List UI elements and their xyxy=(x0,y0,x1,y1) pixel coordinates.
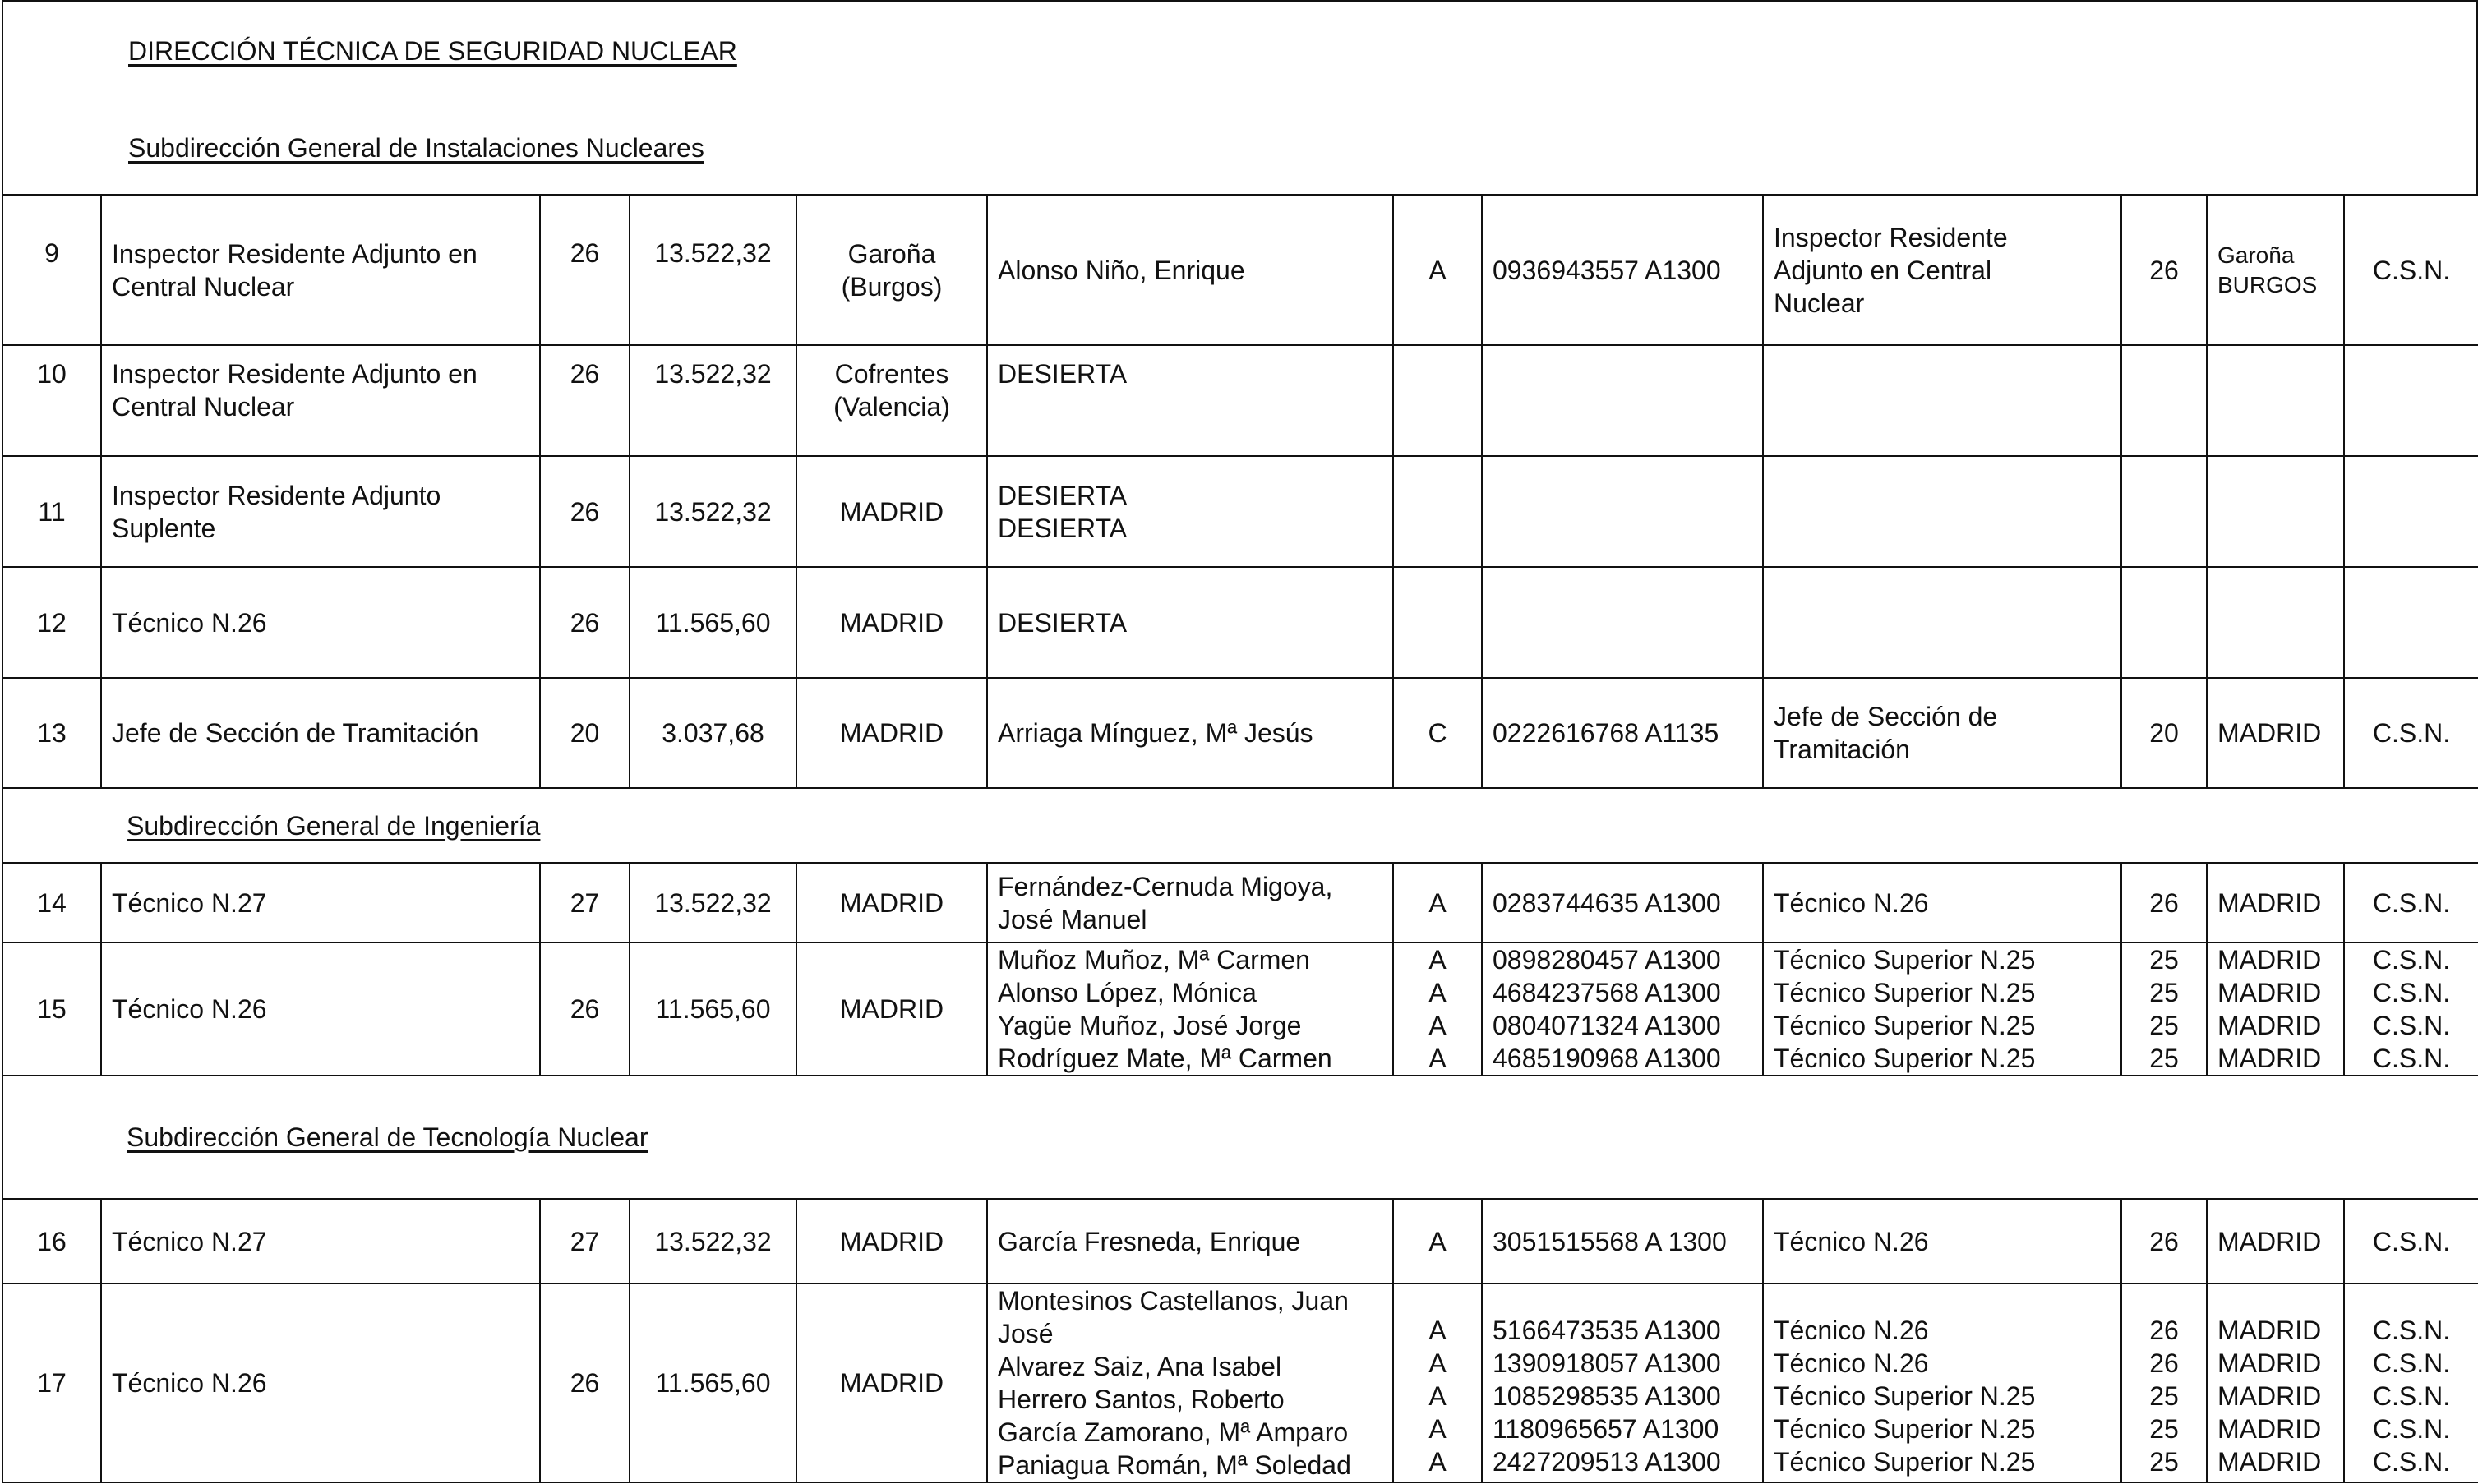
cell-line: 5166473535 A1300 xyxy=(1493,1316,1721,1345)
origin-level xyxy=(2121,863,2207,942)
ministry xyxy=(2344,863,2478,942)
table-row xyxy=(2,1284,2478,1482)
location xyxy=(796,1199,987,1284)
level: 26 xyxy=(540,567,630,678)
origin-location xyxy=(2207,1199,2344,1284)
specific-complement: 3.037,68 xyxy=(630,678,796,788)
cell-line: MADRID xyxy=(839,1368,944,1398)
row-number: 9 xyxy=(2,195,101,345)
cell-line: A xyxy=(1428,945,1447,975)
specific-complement: 13.522,32 xyxy=(630,1199,796,1284)
assigned-names xyxy=(987,863,1393,942)
cell-line: DESIERTA xyxy=(998,359,1128,389)
cell-line: Técnico N.26 xyxy=(1774,1316,1929,1345)
cell-line: (Burgos) xyxy=(841,271,943,302)
cell-line: Central Nuclear xyxy=(112,392,295,422)
origin-position xyxy=(1763,863,2121,942)
cell-line: Técnico N.26 xyxy=(1774,1226,1929,1256)
cell-line: 26 xyxy=(2149,1226,2179,1256)
cell-line: Alvarez Saiz, Ana Isabel xyxy=(998,1352,1282,1381)
cell-line: García Fresneda, Enrique xyxy=(998,1226,1301,1256)
cell-line: Técnico Superior N.25 xyxy=(1774,1381,2036,1411)
origin-level xyxy=(2121,567,2207,678)
ministry xyxy=(2344,1284,2478,1482)
position-title xyxy=(101,195,540,345)
header-block xyxy=(2,0,2478,196)
cell-line: Técnico Superior N.25 xyxy=(1774,1447,2036,1477)
cell-line: MADRID xyxy=(839,718,944,748)
cell-line: MADRID xyxy=(2217,1348,2322,1378)
cell-line: Técnico N.26 xyxy=(112,1368,267,1398)
table-row xyxy=(2,195,2478,345)
level: 26 xyxy=(540,195,630,345)
cell-line: 1180965657 A1300 xyxy=(1493,1414,1719,1444)
cell-line: DESIERTA xyxy=(998,513,1128,543)
cell-line: 25 xyxy=(2149,945,2179,975)
cell-line: 0936943557 A1300 xyxy=(1493,255,1721,285)
cell-line: 4684237568 A1300 xyxy=(1493,978,1721,1007)
cell-line: Inspector Residente Adjunto en xyxy=(112,359,478,389)
assigned-names xyxy=(987,678,1393,788)
cell-line: A xyxy=(1428,255,1447,285)
cell-line: MADRID xyxy=(2217,1044,2322,1073)
cell-line: Inspector Residente Adjunto en xyxy=(112,238,478,269)
cell-line: Arriaga Mínguez, Mª Jesús xyxy=(998,718,1313,748)
location xyxy=(796,942,987,1076)
location xyxy=(796,456,987,567)
cell-line: Garoña xyxy=(847,238,936,269)
cell-line: C.S.N. xyxy=(2372,1348,2451,1378)
cell-line: Subdirección General de Ingeniería xyxy=(127,810,541,841)
location xyxy=(796,195,987,345)
group xyxy=(1393,195,1482,345)
cell-line: 2427209513 A1300 xyxy=(1493,1447,1721,1477)
origin-position xyxy=(1763,567,2121,678)
row-number: 10 xyxy=(2,345,101,456)
cell-line: MADRID xyxy=(839,1226,944,1256)
cell-line: Suplente xyxy=(112,513,216,543)
cell-line: Técnico N.27 xyxy=(112,887,267,918)
cell-line: 25 xyxy=(2149,1381,2179,1411)
table-row xyxy=(2,942,2478,1076)
origin-level xyxy=(2121,678,2207,788)
position-title xyxy=(101,678,540,788)
subdirection-title-instalaciones: Subdirección General de Instalaciones Nucleares xyxy=(128,133,704,163)
cell-line: Técnico Superior N.25 xyxy=(1774,1044,2036,1073)
origin-location xyxy=(2207,456,2344,567)
position-title xyxy=(101,1199,540,1284)
cell-line: Inspector Residente xyxy=(1774,222,2008,252)
cell-line: A xyxy=(1428,1414,1447,1444)
cell-line: 4685190968 A1300 xyxy=(1493,1044,1721,1073)
cell-line: C.S.N. xyxy=(2372,1447,2451,1477)
cell-line: MADRID xyxy=(2217,1316,2322,1345)
level: 26 xyxy=(540,942,630,1076)
location xyxy=(796,567,987,678)
cell-line: MADRID xyxy=(839,994,944,1024)
section-heading-tecnologia xyxy=(2,1076,2478,1199)
ministry xyxy=(2344,567,2478,678)
specific-complement: 13.522,32 xyxy=(630,456,796,567)
assigned-names xyxy=(987,456,1393,567)
origin-position xyxy=(1763,1199,2121,1284)
cell-line: Alonso Niño, Enrique xyxy=(998,255,1245,285)
cell-line: Garoña xyxy=(2217,242,2295,268)
cell-line: Montesinos Castellanos, Juan xyxy=(998,1286,1349,1316)
specific-complement: 11.565,60 xyxy=(630,942,796,1076)
cell-line: 25 xyxy=(2149,978,2179,1007)
cell-line: 3051515568 A 1300 xyxy=(1493,1226,1727,1256)
cell-line: Rodríguez Mate, Mª Carmen xyxy=(998,1044,1332,1073)
origin-position xyxy=(1763,195,2121,345)
group xyxy=(1393,1199,1482,1284)
cell-line: José Manuel xyxy=(998,904,1147,934)
assigned-names xyxy=(987,1284,1393,1482)
cell-line: A xyxy=(1428,1011,1447,1040)
position-title xyxy=(101,345,540,456)
row-number: 15 xyxy=(2,942,101,1076)
origin-level xyxy=(2121,1284,2207,1482)
cell-line: C.S.N. xyxy=(2372,887,2451,918)
cell-line: Paniagua Román, Mª Soledad xyxy=(998,1450,1351,1480)
cell-line: C.S.N. xyxy=(2372,1414,2451,1444)
cell-line: Inspector Residente Adjunto xyxy=(112,480,441,510)
cell-line: A xyxy=(1428,1447,1447,1477)
location xyxy=(796,863,987,942)
cell-line: Subdirección General de Tecnología Nuclear xyxy=(127,1122,648,1152)
cell-line: 1085298535 A1300 xyxy=(1493,1381,1721,1411)
origin-position xyxy=(1763,942,2121,1076)
cell-line: Técnico N.27 xyxy=(112,1226,267,1256)
specific-complement: 13.522,32 xyxy=(630,345,796,456)
cell-line: MADRID xyxy=(2217,1011,2322,1040)
cell-line: 20 xyxy=(2149,718,2179,748)
cell-line: Central Nuclear xyxy=(112,271,295,302)
cell-line: 0804071324 A1300 xyxy=(1493,1011,1721,1040)
cell-line: José xyxy=(998,1319,1054,1348)
table-row xyxy=(2,567,2478,678)
cell-line: Tramitación xyxy=(1774,735,1910,764)
cell-line: Alonso López, Mónica xyxy=(998,978,1257,1007)
origin-level xyxy=(2121,456,2207,567)
cell-line: Herrero Santos, Roberto xyxy=(998,1385,1285,1414)
cell-line: Jefe de Sección de Tramitación xyxy=(112,718,479,748)
specific-complement: 11.565,60 xyxy=(630,567,796,678)
table-row xyxy=(2,863,2478,942)
cell-line: Muñoz Muñoz, Mª Carmen xyxy=(998,945,1310,975)
cell-line: C.S.N. xyxy=(2372,1381,2451,1411)
origin-location xyxy=(2207,863,2344,942)
cell-line: MADRID xyxy=(2217,1447,2322,1477)
table-row xyxy=(2,1199,2478,1284)
section-row xyxy=(2,788,2478,863)
cell-line: 26 xyxy=(2149,1316,2179,1345)
cell-line: A xyxy=(1428,978,1447,1007)
row-number: 14 xyxy=(2,863,101,942)
specific-complement: 11.565,60 xyxy=(630,1284,796,1482)
cell-line: Técnico Superior N.25 xyxy=(1774,945,2036,975)
cell-line: 25 xyxy=(2149,1011,2179,1040)
cell-line: A xyxy=(1428,1381,1447,1411)
cell-line: Técnico N.26 xyxy=(1774,1348,1929,1378)
assigned-names xyxy=(987,567,1393,678)
specific-complement: 13.522,32 xyxy=(630,863,796,942)
row-number: 11 xyxy=(2,456,101,567)
row-number: 17 xyxy=(2,1284,101,1482)
cell-line: A xyxy=(1428,1044,1447,1073)
group xyxy=(1393,567,1482,678)
specific-complement: 13.522,32 xyxy=(630,195,796,345)
cell-line: 0898280457 A1300 xyxy=(1493,945,1721,975)
assigned-names xyxy=(987,195,1393,345)
level: 26 xyxy=(540,456,630,567)
origin-position xyxy=(1763,456,2121,567)
ministry xyxy=(2344,345,2478,456)
cell-line: Adjunto en Central xyxy=(1774,255,1992,285)
ministry xyxy=(2344,1199,2478,1284)
section-heading-ingenieria xyxy=(2,788,2478,863)
cell-line: BURGOS xyxy=(2217,271,2318,297)
cell-line: MADRID xyxy=(2217,1381,2322,1411)
position-title xyxy=(101,942,540,1076)
origin-position xyxy=(1763,1284,2121,1482)
cell-line: MADRID xyxy=(2217,1226,2322,1256)
cell-line: A xyxy=(1428,1348,1447,1378)
position-title xyxy=(101,863,540,942)
cell-line: A xyxy=(1428,1316,1447,1345)
group xyxy=(1393,678,1482,788)
cell-line: Jefe de Sección de xyxy=(1774,702,1998,731)
group xyxy=(1393,863,1482,942)
cell-line: Técnico Superior N.25 xyxy=(1774,1011,2036,1040)
level: 26 xyxy=(540,1284,630,1482)
cell-line: 25 xyxy=(2149,1447,2179,1477)
cell-line: 26 xyxy=(2149,1348,2179,1378)
cell-line: A xyxy=(1428,887,1447,918)
cell-line: C.S.N. xyxy=(2372,1011,2451,1040)
cell-line: MADRID xyxy=(839,607,944,638)
nrp-code xyxy=(1482,567,1763,678)
cell-line: García Zamorano, Mª Amparo xyxy=(998,1417,1349,1447)
cell-line: MADRID xyxy=(2217,718,2322,748)
nrp-code xyxy=(1482,942,1763,1076)
cell-line: Técnico N.26 xyxy=(112,994,267,1024)
location xyxy=(796,678,987,788)
level: 27 xyxy=(540,863,630,942)
cell-line: Técnico N.26 xyxy=(1774,887,1929,918)
row-number: 12 xyxy=(2,567,101,678)
cell-line: 1390918057 A1300 xyxy=(1493,1348,1721,1378)
cell-line: 26 xyxy=(2149,887,2179,918)
level: 26 xyxy=(540,345,630,456)
table-row xyxy=(2,456,2478,567)
cell-line: MADRID xyxy=(2217,945,2322,975)
level: 20 xyxy=(540,678,630,788)
origin-location xyxy=(2207,345,2344,456)
origin-position xyxy=(1763,678,2121,788)
cell-line: A xyxy=(1428,1226,1447,1256)
origin-location xyxy=(2207,678,2344,788)
cell-line: Cofrentes xyxy=(834,359,949,389)
origin-level xyxy=(2121,942,2207,1076)
cell-line: 25 xyxy=(2149,1044,2179,1073)
cell-line: Yagüe Muñoz, José Jorge xyxy=(998,1011,1302,1040)
group xyxy=(1393,1284,1482,1482)
section-row xyxy=(2,1076,2478,1199)
cell-line: MADRID xyxy=(839,887,944,918)
cell-line: Técnico Superior N.25 xyxy=(1774,1414,2036,1444)
table-row xyxy=(2,678,2478,788)
assigned-names xyxy=(987,345,1393,456)
nrp-code xyxy=(1482,345,1763,456)
nrp-code xyxy=(1482,195,1763,345)
cell-line: C.S.N. xyxy=(2372,718,2451,748)
cell-line: Técnico N.26 xyxy=(112,607,267,638)
position-title xyxy=(101,1284,540,1482)
document-page xyxy=(2,0,2476,1481)
cell-line: Fernández-Cernuda Migoya, xyxy=(998,871,1333,901)
nrp-code xyxy=(1482,456,1763,567)
cell-line: DESIERTA xyxy=(998,480,1128,510)
origin-level xyxy=(2121,195,2207,345)
origin-position xyxy=(1763,345,2121,456)
location xyxy=(796,345,987,456)
group xyxy=(1393,345,1482,456)
cell-line: MADRID xyxy=(2217,978,2322,1007)
cell-line: 0283744635 A1300 xyxy=(1493,887,1721,918)
table-row xyxy=(2,345,2478,456)
cell-line: C.S.N. xyxy=(2372,255,2451,285)
origin-location xyxy=(2207,942,2344,1076)
row-number: 16 xyxy=(2,1199,101,1284)
origin-location xyxy=(2207,1284,2344,1482)
cell-line: C.S.N. xyxy=(2372,945,2451,975)
origin-location xyxy=(2207,195,2344,345)
nrp-code xyxy=(1482,678,1763,788)
cell-line: C.S.N. xyxy=(2372,1316,2451,1345)
direction-title: DIRECCIÓN TÉCNICA DE SEGURIDAD NUCLEAR xyxy=(128,36,737,66)
ministry xyxy=(2344,456,2478,567)
row-number: 13 xyxy=(2,678,101,788)
cell-line: 26 xyxy=(2149,255,2179,285)
cell-line: C.S.N. xyxy=(2372,1226,2451,1256)
cell-line: C.S.N. xyxy=(2372,978,2451,1007)
assigned-names xyxy=(987,942,1393,1076)
cell-line: MADRID xyxy=(2217,887,2322,918)
nrp-code xyxy=(1482,863,1763,942)
location xyxy=(796,1284,987,1482)
cell-line: MADRID xyxy=(839,496,944,527)
cell-line: 25 xyxy=(2149,1414,2179,1444)
cell-line: (Valencia) xyxy=(833,392,950,422)
level: 27 xyxy=(540,1199,630,1284)
nrp-code xyxy=(1482,1284,1763,1482)
cell-line: Técnico Superior N.25 xyxy=(1774,978,2036,1007)
assigned-names xyxy=(987,1199,1393,1284)
cell-line: C xyxy=(1428,718,1447,748)
origin-level xyxy=(2121,345,2207,456)
positions-table xyxy=(2,194,2478,1483)
nrp-code xyxy=(1482,1199,1763,1284)
cell-line: MADRID xyxy=(2217,1414,2322,1444)
cell-line: C.S.N. xyxy=(2372,1044,2451,1073)
position-title xyxy=(101,567,540,678)
cell-line: Nuclear xyxy=(1774,288,1865,318)
position-title xyxy=(101,456,540,567)
origin-location xyxy=(2207,567,2344,678)
ministry xyxy=(2344,942,2478,1076)
cell-line: DESIERTA xyxy=(998,607,1128,638)
group xyxy=(1393,456,1482,567)
origin-level xyxy=(2121,1199,2207,1284)
cell-line: 0222616768 A1135 xyxy=(1493,718,1719,748)
group xyxy=(1393,942,1482,1076)
ministry xyxy=(2344,195,2478,345)
ministry xyxy=(2344,678,2478,788)
